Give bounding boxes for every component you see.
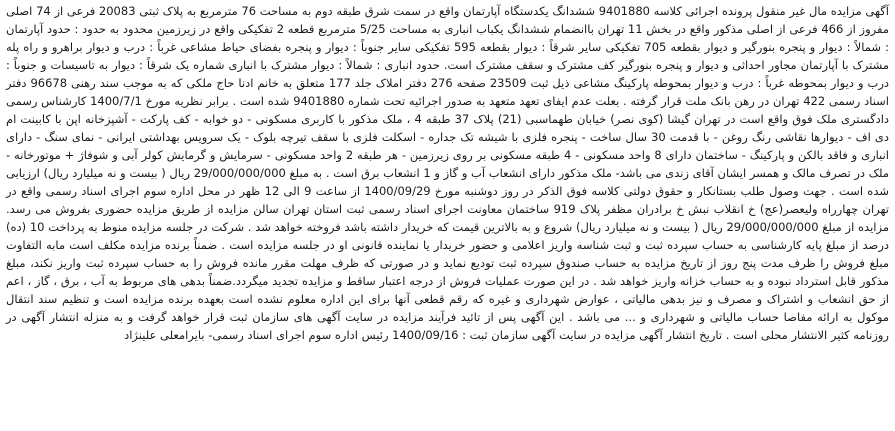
auction-notice-text: آگهی مزایده مال غیر منقول پرونده اجرائی کلاسه 9401880 ششدانگ یکدستگاه آپارتمان واقع در سمت شرق طبقه دوم به مساحت 76 مترمربع به پلاک ثبتی 20083 فرعی از 74 اصلی مفروز از 466 فرعی از اصلی مذکور واقع در بخش 11 تهران باانضمام ششدانگ یکباب انباری به مساحت 5/25 مترمربع قطعه 2 تفکیکی واقع در زیرزمین محدود به حدود : حدود آپارتمان : شمالاً : دیوار و پنجره بنورگیر و دیوار بقطعه 705 تفکیکی سایر شرقاً : دیوار بقطعه 595 تفکیکی سایر جنوباً : دیوار و پنجره بفضای حیاط مشاعی غرباً : درب و دیوار براهرو و راه پله مشترک با آپارتمان مجاور احداثی و دیوار و پنجره بنورگیر کف مشترک و سقف مشترک است. حدود انباری : شمالاً : دیوار مشترک با انباری شماره یک شرقاً : دیوار به تاسیسات و جنوباً : درب و دیوار بمحوطه غرباً : درب و دیوار بمحوطه پارکینگ مشاعی ذیل ثبت 23509 صفحه 276 دفتر املاک جلد 177 متعلق به خانم ادنا حاج ملکی که به موجب سند رهنی 96678 دفتر اسناد رسمی 422 تهران در رهن بانک ملت قرار گرفته . بعلت عدم ایفای تعهد متعهد به صدور اجرائیه تحت شماره 9401880 شده است . برابر نظریه مورخ 1400/7/1 کارشناس رسمی دادگستری ملک فوق واقع است در تهران گیشا (کوی نصر) خیابان طهماسبی (21) پلاک 37 طبقه 4 ، ملک مذکور با کاربری مسکونی - دو خوابه - کف پارکت - آشپزخانه اپن با کابینت ام دی اف - دیوارها نقاشی رنگ روغن - با قدمت 30 سال ساخت - پنجره فلزی با شیشه تک جداره - اسکلت فلزی با سقف تیرچه بلوک - یک سرویس بهداشتی ایرانی - نمای سنگ - دارای انباری و فاقد بالکن و پارکینگ - ساختمان دارای 8 واحد مسکونی - 4 طبقه مسکونی بر روی زیرزمین - هر طبقه 2 واحد مسکونی - سرمایش و گرمایش کولر آبی و شوفاژ + موتورخانه - ملک در تصرف مالک و همسر ایشان آقای زندی می باشد- ملک مذکور دارای انشعاب آب و گاز و 1 انشعاب برق است . به مبلغ 29/000/000/000 ریال ( بیست و نه میلیارد ریال) ارزیابی شده است . جهت وصول طلب بستانکار و حقوق دولتی کلاسه فوق الذکر در روز دوشنبه مورخ 1400/09/29 از ساعت 9 الی 12 ظهر در محل اداره سوم اجرای اسناد رسمی واقع در تهران چهارراه ولیعصر(عج) خ انقلاب نبش خ برادران مظفر پلاک 919 ساختمان معاونت اجرای اسناد رسمی ثبت استان تهران سالن مزایده از طریق مزایده حضوری بفروش می رسد. مزایده از مبلغ 29/000/000/000 ریال ( بیست و نه میلیارد ریال) شروع و به بالاترین قیمت که خریدار داشته باشد فروخته خواهد شد . شرکت در جلسه مزایده منوط به پرداخت 10 (ده) درصد از مبلغ پایه کارشناسی به حساب سپرده ثبت و ثبت شناسه واریز اعلامی و حضور خریدار یا نماینده قانونی او در جلسه مزایده است . ضمناً برنده مزایده مکلف است مابه التفاوت مبلغ فروش را ظرف مدت پنج روز از تاریخ مزایده به حساب صندوق سپرده ثبت تودیع نماید و در صورتی که ظرف مهلت مقرر مانده فروش را به حساب سپرده ثبت واریز نکند، مبلغ مذکور قابل استرداد نبوده و به حساب خزانه واریز خواهد شد . در این صورت عملیات فروش از درجه اعتبار ساقط و مزایده تجدید میگردد.ضمناً بدهی های مربوط به آب ، برق ، گاز ، اعم از حق انشعاب و اشتراک و مصرف و نیز بدهی مالیاتی ، عوارض شهرداری و غیره که رقم قطعی آنها برای این اداره معلوم نشده است بعهده برنده مزایده است و تنظیم سند انتقال موکول به ارائه مفاصا حساب مالیاتی و شهرداری و ... می باشد . این آگهی پس از تائید فرآیند مزایده در سایت آگهی های سازمان ثبت قرار خواهد گرفت و به منزله انتشار آگهی در روزنامه کثیر الانتشار محلی است . تاریخ انتشار آگهی مزایده در سایت آگهی سازمان ثبت : 1400/09/16 رئیس اداره سوم اجرای اسناد رسمی- بایرامعلی علینژاد	[6, 4, 890, 342]
